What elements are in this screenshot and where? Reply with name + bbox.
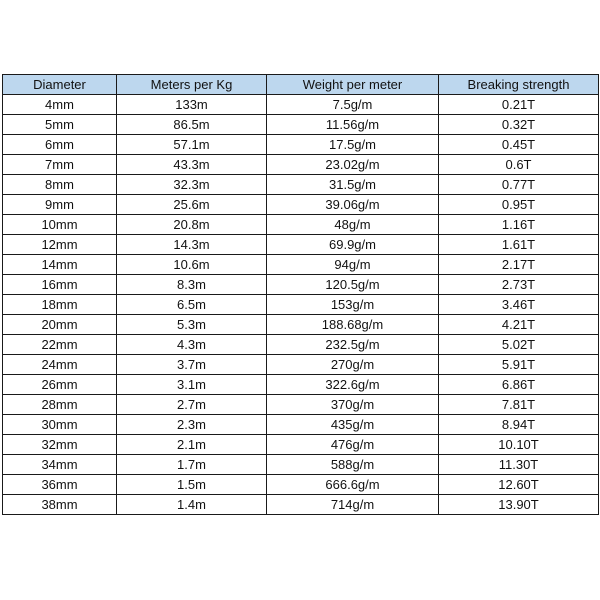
- cell-diameter: 12mm: [3, 235, 117, 255]
- table-row: [3, 375, 599, 395]
- table-row: [3, 435, 599, 455]
- cell-meters-per-kg: 2.7m: [117, 395, 267, 415]
- cell-diameter: 14mm: [3, 255, 117, 275]
- table-header: [3, 75, 599, 95]
- cell-diameter: 8mm: [3, 175, 117, 195]
- cell-weight-per-meter: 48g/m: [267, 215, 439, 235]
- cell-diameter: 18mm: [3, 295, 117, 315]
- table-row: [3, 315, 599, 335]
- cell-diameter: 36mm: [3, 475, 117, 495]
- table-row: [3, 415, 599, 435]
- cell-weight-per-meter: 232.5g/m: [267, 335, 439, 355]
- cell-diameter: 38mm: [3, 495, 117, 515]
- table-row: [3, 95, 599, 115]
- table-row: [3, 235, 599, 255]
- table-row: [3, 455, 599, 475]
- cell-meters-per-kg: 1.4m: [117, 495, 267, 515]
- cell-weight-per-meter: 39.06g/m: [267, 195, 439, 215]
- table-row: [3, 135, 599, 155]
- cell-weight-per-meter: 714g/m: [267, 495, 439, 515]
- table-row: [3, 255, 599, 275]
- cell-breaking-strength: 5.02T: [439, 335, 599, 355]
- cell-weight-per-meter: 435g/m: [267, 415, 439, 435]
- header-meters-per-kg: Meters per Kg: [117, 75, 267, 95]
- table-row: [3, 395, 599, 415]
- cell-meters-per-kg: 14.3m: [117, 235, 267, 255]
- cell-meters-per-kg: 1.5m: [117, 475, 267, 495]
- cell-weight-per-meter: 17.5g/m: [267, 135, 439, 155]
- cell-breaking-strength: 1.16T: [439, 215, 599, 235]
- cell-diameter: 20mm: [3, 315, 117, 335]
- table-row: [3, 115, 599, 135]
- cell-meters-per-kg: 5.3m: [117, 315, 267, 335]
- cell-meters-per-kg: 2.3m: [117, 415, 267, 435]
- cell-breaking-strength: 11.30T: [439, 455, 599, 475]
- cell-weight-per-meter: 31.5g/m: [267, 175, 439, 195]
- header-row: [3, 75, 599, 95]
- table-row: [3, 475, 599, 495]
- cell-diameter: 32mm: [3, 435, 117, 455]
- cell-weight-per-meter: 588g/m: [267, 455, 439, 475]
- cell-diameter: 34mm: [3, 455, 117, 475]
- cell-breaking-strength: 0.95T: [439, 195, 599, 215]
- cell-diameter: 16mm: [3, 275, 117, 295]
- cell-weight-per-meter: 7.5g/m: [267, 95, 439, 115]
- table-row: [3, 175, 599, 195]
- cell-breaking-strength: 0.32T: [439, 115, 599, 135]
- cell-breaking-strength: 13.90T: [439, 495, 599, 515]
- table-row: [3, 275, 599, 295]
- cell-meters-per-kg: 133m: [117, 95, 267, 115]
- cell-breaking-strength: 4.21T: [439, 315, 599, 335]
- cell-breaking-strength: 0.6T: [439, 155, 599, 175]
- cell-breaking-strength: 0.21T: [439, 95, 599, 115]
- cell-weight-per-meter: 120.5g/m: [267, 275, 439, 295]
- cell-diameter: 9mm: [3, 195, 117, 215]
- cell-meters-per-kg: 4.3m: [117, 335, 267, 355]
- cell-diameter: 7mm: [3, 155, 117, 175]
- cell-breaking-strength: 10.10T: [439, 435, 599, 455]
- cell-breaking-strength: 2.17T: [439, 255, 599, 275]
- cell-weight-per-meter: 188.68g/m: [267, 315, 439, 335]
- cell-meters-per-kg: 8.3m: [117, 275, 267, 295]
- cell-diameter: 28mm: [3, 395, 117, 415]
- cell-weight-per-meter: 23.02g/m: [267, 155, 439, 175]
- cell-breaking-strength: 3.46T: [439, 295, 599, 315]
- cell-breaking-strength: 12.60T: [439, 475, 599, 495]
- cell-meters-per-kg: 2.1m: [117, 435, 267, 455]
- cell-breaking-strength: 5.91T: [439, 355, 599, 375]
- table-row: [3, 355, 599, 375]
- cell-diameter: 30mm: [3, 415, 117, 435]
- cell-weight-per-meter: 476g/m: [267, 435, 439, 455]
- cell-weight-per-meter: 666.6g/m: [267, 475, 439, 495]
- cell-weight-per-meter: 322.6g/m: [267, 375, 439, 395]
- table-row: [3, 215, 599, 235]
- cell-meters-per-kg: 25.6m: [117, 195, 267, 215]
- cell-meters-per-kg: 10.6m: [117, 255, 267, 275]
- cell-meters-per-kg: 57.1m: [117, 135, 267, 155]
- cell-meters-per-kg: 3.7m: [117, 355, 267, 375]
- cell-meters-per-kg: 3.1m: [117, 375, 267, 395]
- cell-breaking-strength: 7.81T: [439, 395, 599, 415]
- cell-diameter: 6mm: [3, 135, 117, 155]
- cell-breaking-strength: 0.77T: [439, 175, 599, 195]
- cell-breaking-strength: 6.86T: [439, 375, 599, 395]
- cell-weight-per-meter: 270g/m: [267, 355, 439, 375]
- cell-diameter: 26mm: [3, 375, 117, 395]
- cell-meters-per-kg: 1.7m: [117, 455, 267, 475]
- table-row: [3, 155, 599, 175]
- cell-diameter: 22mm: [3, 335, 117, 355]
- header-weight-per-meter: Weight per meter: [267, 75, 439, 95]
- table-row: [3, 495, 599, 515]
- header-diameter: Diameter: [3, 75, 117, 95]
- cell-breaking-strength: 1.61T: [439, 235, 599, 255]
- cell-diameter: 24mm: [3, 355, 117, 375]
- cell-breaking-strength: 8.94T: [439, 415, 599, 435]
- cell-diameter: 4mm: [3, 95, 117, 115]
- cell-weight-per-meter: 69.9g/m: [267, 235, 439, 255]
- cell-meters-per-kg: 6.5m: [117, 295, 267, 315]
- cell-weight-per-meter: 94g/m: [267, 255, 439, 275]
- cell-breaking-strength: 2.73T: [439, 275, 599, 295]
- rope-spec-table: [2, 74, 599, 515]
- cell-weight-per-meter: 153g/m: [267, 295, 439, 315]
- cell-meters-per-kg: 32.3m: [117, 175, 267, 195]
- header-breaking-strength: Breaking strength: [439, 75, 599, 95]
- cell-diameter: 5mm: [3, 115, 117, 135]
- cell-weight-per-meter: 11.56g/m: [267, 115, 439, 135]
- table-row: [3, 195, 599, 215]
- table-row: [3, 295, 599, 315]
- table-row: [3, 335, 599, 355]
- cell-meters-per-kg: 43.3m: [117, 155, 267, 175]
- cell-diameter: 10mm: [3, 215, 117, 235]
- cell-breaking-strength: 0.45T: [439, 135, 599, 155]
- cell-weight-per-meter: 370g/m: [267, 395, 439, 415]
- table-body: [3, 95, 599, 515]
- cell-meters-per-kg: 20.8m: [117, 215, 267, 235]
- cell-meters-per-kg: 86.5m: [117, 115, 267, 135]
